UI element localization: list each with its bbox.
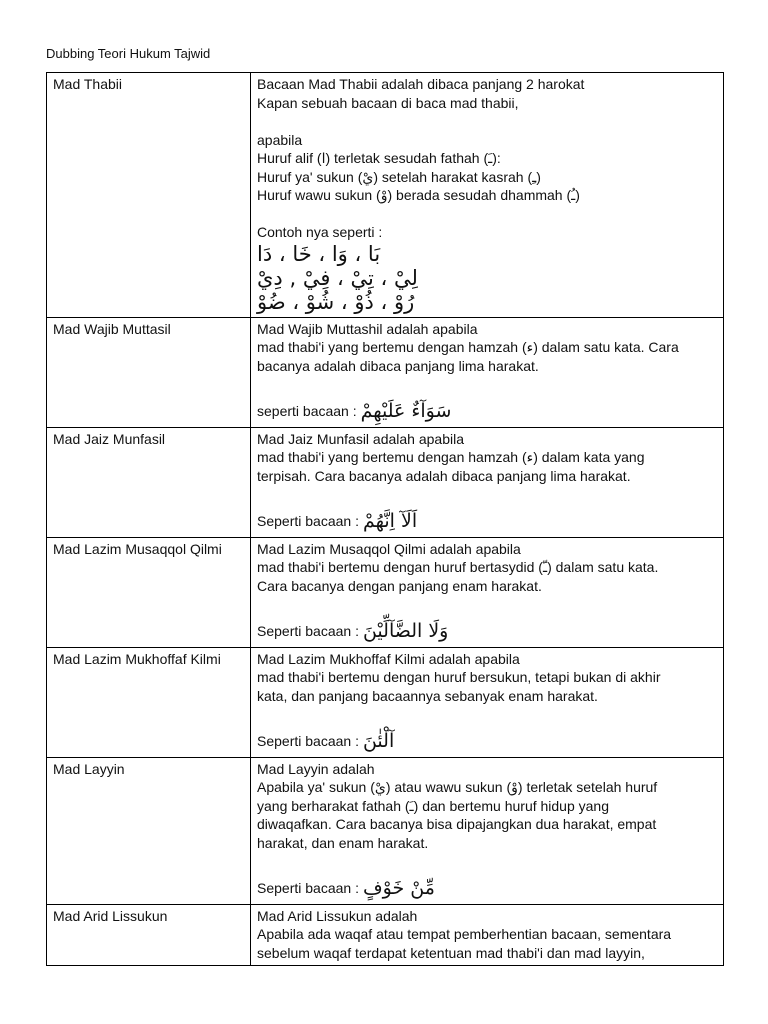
description-line: Apabila ya' sukun (يْ) atau wawu sukun (وْ) terletak setelah huruf bbox=[257, 779, 658, 795]
description-line: Huruf alif (ا) terletak sesudah fathah (ـَ): bbox=[257, 150, 501, 166]
description-line: Bacaan Mad Thabii adalah dibaca panjang 2 harokat bbox=[257, 76, 585, 92]
description-line bbox=[257, 705, 717, 724]
example bbox=[257, 510, 717, 534]
description-line: kata, dan panjang bacaannya sebanyak enam harakat. bbox=[257, 687, 598, 704]
rule-description-cell bbox=[251, 537, 724, 647]
description-line: sebelum waqaf terdapat ketentuan mad thabi'i dan mad layyin, bbox=[257, 944, 645, 961]
rule-name: Mad Thabii bbox=[53, 76, 123, 92]
rule-name: Mad Lazim Mukhoffaf Kilmi bbox=[53, 650, 221, 667]
description-line: Huruf wawu sukun (وْ) berada sesudah dhammah (ـُ) bbox=[257, 187, 580, 203]
rule-description-cell bbox=[251, 757, 724, 904]
description-line: mad thabi'i yang bertemu dengan hamzah (ء) dalam satu kata. Cara bbox=[257, 339, 679, 355]
description-line: Mad Wajib Muttashil adalah apabila bbox=[257, 320, 478, 337]
description-line bbox=[257, 205, 717, 224]
description-line: Contoh nya seperti : bbox=[257, 224, 383, 240]
description-line bbox=[257, 595, 717, 614]
table-row bbox=[47, 757, 724, 904]
table-row bbox=[47, 647, 724, 757]
example-label: Seperti bacaan : bbox=[257, 880, 359, 897]
arabic-example-line: بَا ، وَا ، خَا ، دَا bbox=[257, 241, 381, 266]
rule-description-cell bbox=[251, 427, 724, 537]
description-line: mad thabi'i bertemu dengan huruf bersukun, tetapi bukan di akhir bbox=[257, 669, 661, 685]
rule-name-cell bbox=[47, 73, 251, 318]
description-line: mad thabi'i bertemu dengan huruf bertasydid (ـّ) dalam satu kata. bbox=[257, 559, 659, 575]
description-line: yang berharakat fathah (ـَ) dan bertemu huruf hidup yang bbox=[257, 797, 610, 814]
example bbox=[257, 620, 717, 644]
rule-name-cell bbox=[47, 647, 251, 757]
rule-name-cell bbox=[47, 317, 251, 427]
description-line: harakat, dan enam harakat. bbox=[257, 834, 429, 851]
description-line: Mad Layyin adalah bbox=[257, 760, 375, 777]
description-line: Kapan sebuah bacaan di baca mad thabii, bbox=[257, 94, 519, 111]
example-label: Seperti bacaan : bbox=[257, 733, 359, 750]
rule-name-cell bbox=[47, 537, 251, 647]
example-arabic: وَلَا الضَّآلِّيْنَ bbox=[362, 620, 449, 643]
description-line: Cara bacanya dengan panjang enam harakat. bbox=[257, 577, 542, 594]
example-label: Seperti bacaan : bbox=[257, 623, 359, 640]
description-line: Mad Lazim Musaqqol Qilmi adalah apabila bbox=[257, 540, 521, 557]
rule-description-cell bbox=[251, 73, 724, 318]
example bbox=[257, 877, 717, 901]
table-row bbox=[47, 537, 724, 647]
example-arabic: اَلَآ اِنَّهُمْ bbox=[362, 510, 418, 533]
rule-description-cell bbox=[251, 647, 724, 757]
example-label: Seperti bacaan : bbox=[257, 513, 359, 530]
description-line: mad thabi'i yang bertemu dengan hamzah (ء) dalam kata yang bbox=[257, 449, 645, 465]
description-line: bacanya adalah dibaca panjang lima harakat. bbox=[257, 357, 539, 374]
rule-name-cell bbox=[47, 904, 251, 966]
rule-name: Mad Jaiz Munfasil bbox=[53, 430, 166, 447]
example-label: seperti bacaan : bbox=[257, 403, 357, 420]
rule-name: Mad Layyin bbox=[53, 760, 125, 777]
example bbox=[257, 730, 717, 754]
description-line: apabila bbox=[257, 131, 303, 148]
tajwid-table bbox=[46, 72, 724, 966]
description-line bbox=[257, 112, 717, 131]
example-arabic: مِّنْ خَوْفٍ bbox=[362, 877, 435, 900]
description-line bbox=[257, 375, 717, 394]
rule-description-cell bbox=[251, 317, 724, 427]
example bbox=[257, 400, 717, 424]
description-line: terpisah. Cara bacanya adalah dibaca panjang lima harakat. bbox=[257, 467, 631, 484]
rule-name: Mad Wajib Muttasil bbox=[53, 320, 171, 337]
arabic-example-line: لِيْ ، تِيْ ، فِيْ , دِيْ bbox=[257, 265, 418, 290]
description-line: Huruf ya' sukun (يْ) setelah harakat kasrah (ـِ) bbox=[257, 168, 541, 185]
table-row bbox=[47, 317, 724, 427]
description-line: Mad Jaiz Munfasil adalah apabila bbox=[257, 430, 465, 447]
rule-name: Mad Arid Lissukun bbox=[53, 907, 168, 924]
description-line bbox=[257, 485, 717, 504]
table-row bbox=[47, 73, 724, 318]
description-line: Mad Lazim Mukhoffaf Kilmi adalah apabila bbox=[257, 650, 520, 667]
example-arabic: آلْئٰنَ bbox=[362, 730, 395, 753]
table-row bbox=[47, 904, 724, 966]
rule-description-cell bbox=[251, 904, 724, 966]
document-title: Dubbing Teori Hukum Tajwid bbox=[46, 46, 211, 61]
example-arabic: سَوَآءٌ عَلَيْهِمْ bbox=[360, 400, 452, 423]
rule-name-cell bbox=[47, 757, 251, 904]
table-row bbox=[47, 427, 724, 537]
description-line: Apabila ada waqaf atau tempat pemberhentian bacaan, sementara bbox=[257, 926, 672, 942]
rule-name-cell bbox=[47, 427, 251, 537]
description-line: diwaqafkan. Cara bacanya bisa dipajangkan dua harakat, empat bbox=[257, 816, 657, 832]
arabic-example-line: رُوْ ، ذُوْ ، شُوْ ، ضُوْ bbox=[257, 289, 415, 314]
rule-name: Mad Lazim Musaqqol Qilmi bbox=[53, 540, 222, 557]
description-line bbox=[257, 852, 717, 871]
description-line: Mad Arid Lissukun adalah bbox=[257, 907, 418, 924]
